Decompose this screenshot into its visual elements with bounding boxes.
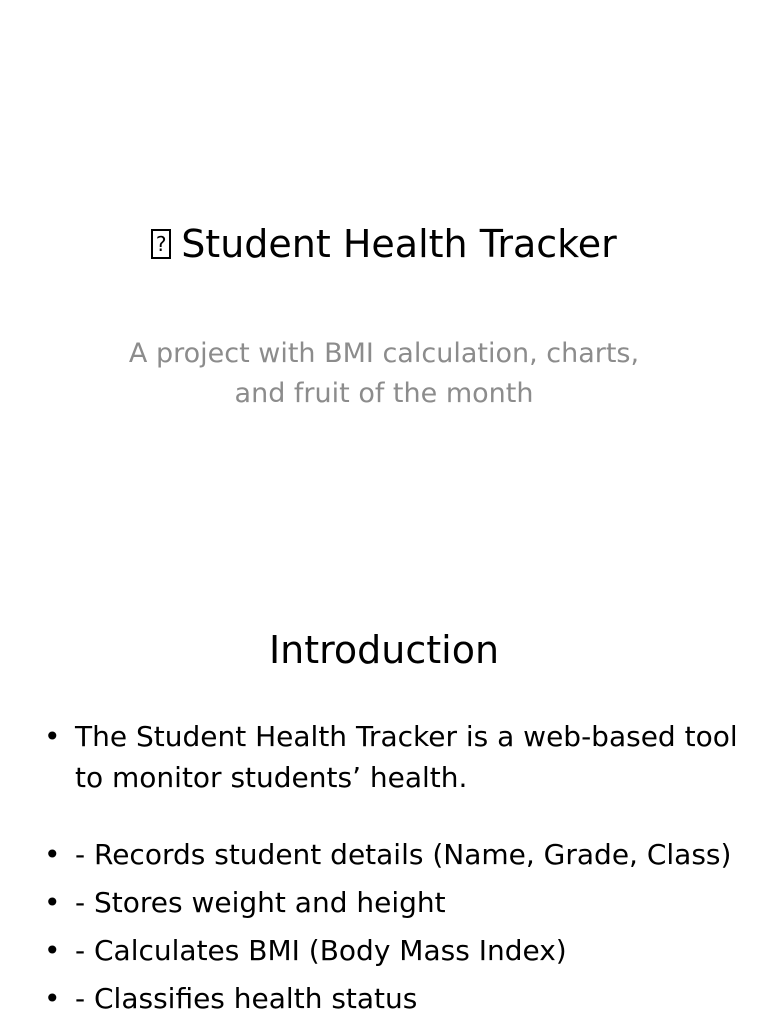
bullet-icon: •	[44, 838, 61, 871]
bullet-item	[40, 978, 740, 1019]
slide-subtitle: A project with BMI calculation, charts, and fruit of the month	[128, 338, 640, 409]
bullet-icon: •	[44, 886, 61, 919]
slide-title	[0, 220, 768, 268]
bullet-item	[40, 716, 740, 798]
bullet-item	[40, 882, 740, 923]
section-heading: Introduction	[268, 628, 500, 672]
bullet-item	[40, 930, 740, 971]
bullet-list	[40, 716, 740, 1024]
slide-title-text: Student Health Tracker	[181, 222, 617, 266]
bullet-icon: •	[44, 934, 61, 967]
bullet-text: - Records student details (Name, Grade, Class)	[75, 838, 732, 871]
bullet-icon: •	[44, 982, 61, 1015]
bullet-text: - Classifies health status	[75, 982, 418, 1015]
bullet-text: - Calculates BMI (Body Mass Index)	[75, 934, 567, 967]
bullet-icon: •	[44, 720, 61, 753]
missing-glyph-icon: ?	[151, 229, 171, 259]
bullet-text: - Stores weight and height	[75, 886, 446, 919]
bullet-item	[40, 834, 740, 875]
bullet-text: The Student Health Tracker is a web-based tool to monitor students’ health.	[75, 720, 738, 794]
